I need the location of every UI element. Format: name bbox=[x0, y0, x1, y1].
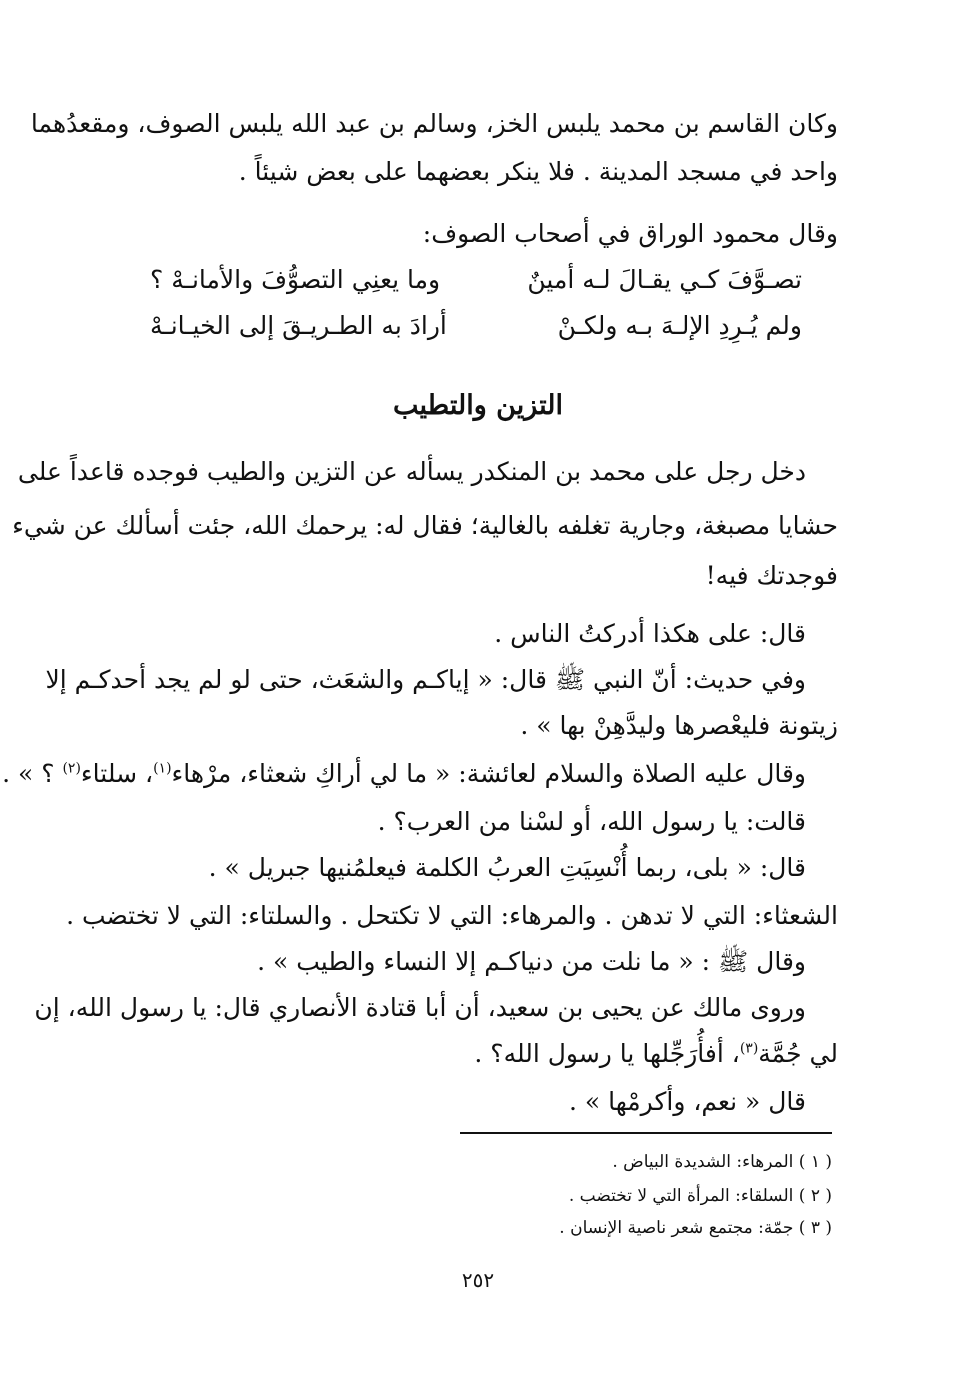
footnote-divider bbox=[460, 1132, 832, 1134]
paragraph-8: وقال ﷺ : « ما نلت من دنياكـم إلا النساء والطيب » . bbox=[257, 947, 806, 976]
poem-verse-1-left: وما يعنِي التصوُّفَ والأمانـهْ ؟ bbox=[150, 265, 441, 294]
intro-line-2: واحد في مسجد المدينة . فلا ينكر بعضهما على بعض شيئاً . bbox=[238, 157, 838, 186]
paragraph-10: قال « نعم، وأكرمْها » . bbox=[569, 1087, 806, 1116]
footnote-2: ( ٢ ) السلقاء: المرأة التي لا تختضب . bbox=[568, 1186, 832, 1206]
paragraph-4-text-a: وقال عليه الصلاة والسلام لعائشة: « ما لي أراكِ شعثاء، مرْهاء bbox=[171, 759, 806, 788]
intro-line-3: وقال محمود الوراق في أصحاب الصوف: bbox=[422, 219, 838, 248]
footnote-ref-3: (٣) bbox=[739, 1040, 759, 1057]
paragraph-9-text-b: ، أفأُرَجِّلها يا رسول الله؟ . bbox=[474, 1039, 740, 1068]
paragraph-2: قال: على هكذا أدركتُ الناس . bbox=[494, 619, 806, 648]
paragraph-1-line-3: فوجدتك فيه! bbox=[705, 561, 838, 590]
footnote-3: ( ٣ ) جمّة: مجتمع شعر ناصية الإنسان . bbox=[559, 1218, 832, 1238]
paragraph-3-line-2: زيتونة فليعْصرها وليدَّهِنْ بها » . bbox=[520, 711, 838, 740]
footnote-ref-2: (٢) bbox=[62, 760, 81, 777]
poem-verse-2-left: أرادَ به الطـريـقَ إلى الخيـانـهْ bbox=[150, 311, 447, 340]
paragraph-7: الشعثاء: التي لا تدهن . والمرهاء: التي لا تكتحل . والسلتاء: التي لا تختضب . bbox=[66, 901, 838, 930]
poem-verse-1-right: تصـوَّفَ كـي يقـالَ لـه أمينٌ bbox=[527, 265, 802, 294]
paragraph-4-text-c: ؟ » . bbox=[2, 759, 63, 788]
paragraph-9-text-a: لي جُمَّة bbox=[758, 1039, 838, 1068]
paragraph-1-line-2: حشايا مصبغة، وجارية تغلفه بالغالية؛ فقال له: يرحمك الله، جئت أسألك عن شيء bbox=[12, 511, 838, 540]
paragraph-4-text-b: ، سلتاء bbox=[80, 759, 154, 788]
paragraph-9-line-1: وروى مالك عن يحيى بن سعيد، أن أبا قتادة الأنصاري قال: يا رسول الله، إن bbox=[34, 993, 806, 1022]
page-number: ٢٥٢ bbox=[461, 1268, 495, 1292]
paragraph-9-line-2 bbox=[78, 1034, 838, 1074]
poem-verse-2-right: ولم يُـرِدِ الإلـهَ بـه ولكـنْ bbox=[557, 311, 802, 340]
section-title: التزين والتطيب bbox=[393, 390, 563, 421]
paragraph-6: قال: « بلى، ربما أُنْسِيَتِ العربُ الكلمة فيعلمُنيها جبريل » . bbox=[208, 853, 806, 882]
paragraph-1-line-1: دخل رجل على محمد بن المنكدر يسأله عن التزين والطيب فوجده قاعداً على bbox=[17, 457, 806, 486]
intro-line-1: وكان القاسم بن محمد يلبس الخز، وسالم بن عبد الله يلبس الصوف، ومقعدُهما bbox=[30, 109, 838, 138]
paragraph-5: قالت: يا رسول الله، أو لسْنا من العرب؟ . bbox=[377, 807, 806, 836]
paragraph-4 bbox=[2, 754, 806, 794]
footnote-ref-1: (١) bbox=[153, 760, 172, 777]
footnote-1: ( ١ ) المرهاء: الشديدة البياض . bbox=[612, 1152, 832, 1172]
paragraph-3-line-1: وفي حديث: أنّ النبي ﷺ قال: « إياكـم والشعَث، حتى لو لم يجد أحدكـم إلا bbox=[45, 665, 806, 694]
